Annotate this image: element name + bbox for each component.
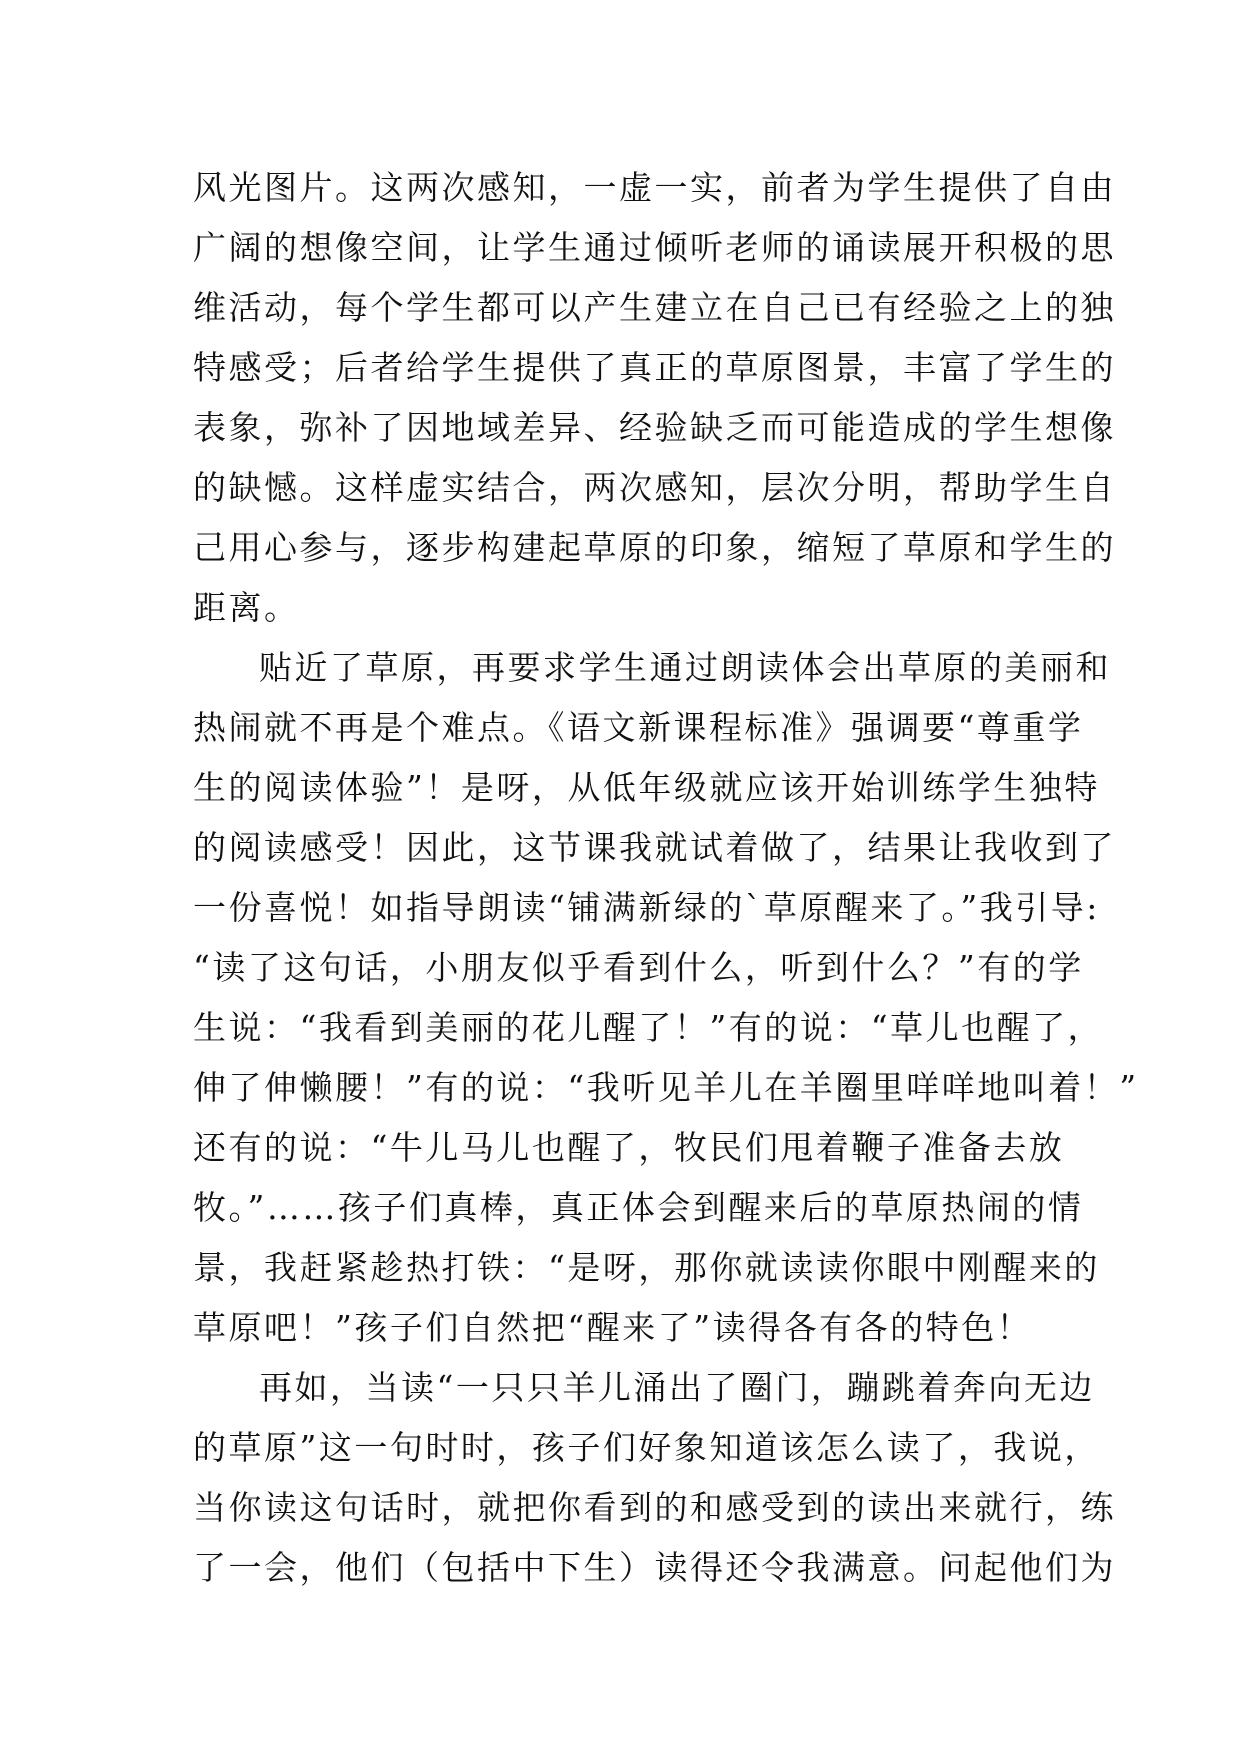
text-line: 伸了伸懒腰！”有的说：“我听见羊儿在羊圈里咩咩地叫着！” — [193, 1068, 1139, 1107]
text-line: 距离。 — [193, 588, 300, 627]
text-line: 特感受；后者给学生提供了真正的草原图景，丰富了学生的 — [193, 348, 1116, 387]
text-line: 当你读这句话时，就把你看到的和感受到的读出来就行，练 — [193, 1488, 1116, 1527]
text-line: “读了这句话，小朋友似乎看到什么，听到什么？”有的学 — [193, 948, 1084, 987]
text-line: 己用心参与，逐步构建起草原的印象，缩短了草原和学生的 — [193, 528, 1116, 567]
text-line: 的草原”这一句时时，孩子们好象知道该怎么读了，我说， — [193, 1428, 1100, 1467]
body-text — [193, 158, 1139, 1598]
text-line: 表象，弥补了因地域差异、经验缺乏而可能造成的学生想像 — [193, 408, 1116, 447]
text-line: 牧。”……孩子们真棒，真正体会到醒来后的草原热闹的情 — [193, 1188, 1084, 1227]
text-line: 广阔的想像空间，让学生通过倾听老师的诵读展开积极的思 — [193, 228, 1116, 267]
text-line: 了一会，他们（包括中下生）读得还令我满意。问起他们为 — [193, 1548, 1116, 1587]
text-line: 生说：“我看到美丽的花儿醒了！”有的说：“草儿也醒了， — [193, 1008, 1104, 1047]
text-line: 还有的说：“牛儿马儿也醒了，牧民们甩着鞭子准备去放 — [193, 1128, 1065, 1167]
text-line: 的阅读感受！因此，这节课我就试着做了，结果让我收到了 — [193, 828, 1116, 867]
text-line: 生的阅读体验”！是呀，从低年级就应该开始训练学生独特 — [193, 768, 1100, 807]
paragraph-start-line: 再如，当读“一只只羊儿涌出了圈门，蹦跳着奔向无边 — [259, 1368, 1095, 1407]
text-line: 草原吧！”孩子们自然把“醒来了”读得各有各的特色！ — [193, 1308, 1033, 1347]
text-line: 热闹就不再是个难点。《语文新课程标准》强调要“尊重学 — [193, 708, 1084, 747]
text-line: 一份喜悦！如指导朗读“铺满新绿的`草原醒来了。”我引导: — [193, 888, 1100, 927]
text-line: 维活动，每个学生都可以产生建立在自己已有经验之上的独 — [193, 288, 1116, 327]
text-line: 的缺憾。这样虚实结合，两次感知，层次分明，帮助学生自 — [193, 468, 1116, 507]
text-line: 景，我赶紧趁热打铁：“是呀，那你就读读你眼中刚醒来的 — [193, 1248, 1100, 1287]
text-line: 风光图片。这两次感知，一虚一实，前者为学生提供了自由 — [193, 168, 1116, 207]
paragraph-start-line: 贴近了草原，再要求学生通过朗读体会出草原的美丽和 — [259, 648, 1111, 687]
